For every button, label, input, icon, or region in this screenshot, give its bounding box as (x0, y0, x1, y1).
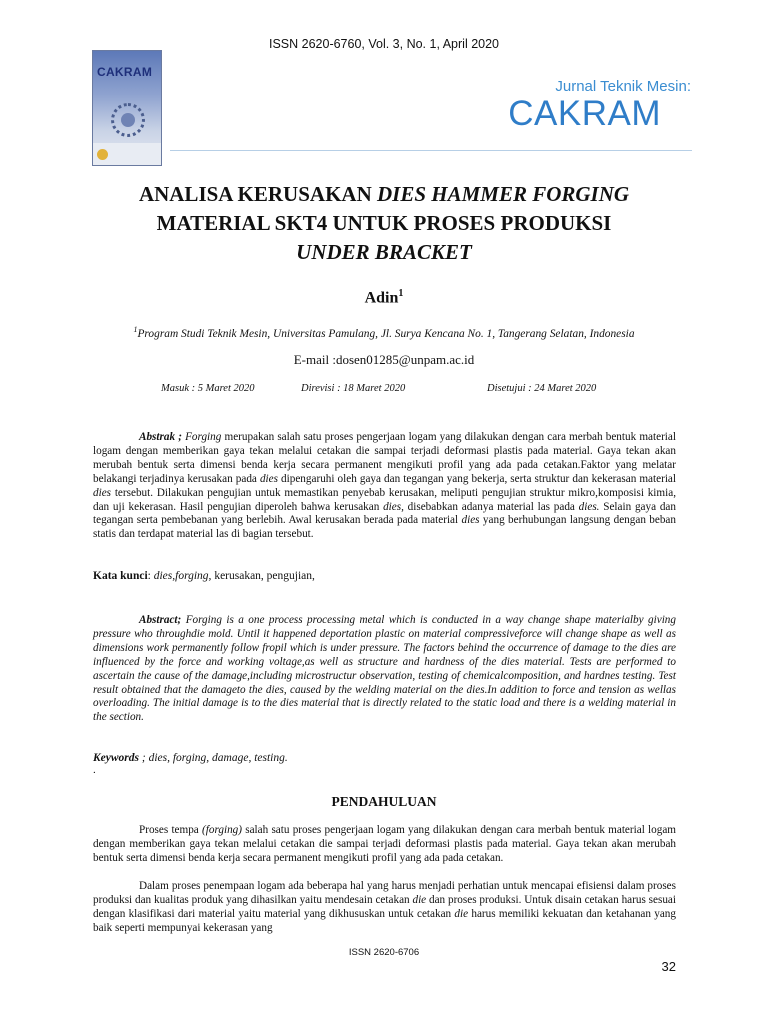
author-email: E-mail :dosen01285@unpam.ac.id (293, 352, 475, 367)
body-paragraph-1: Proses tempa (forging) salah satu proses pengerjaan logam yang dilakukan dengan cara merbah bentuk material logam dengan memberikan gaya tekan melalui cetakan die sampai terjadi deformasi plastis pada material. Gaya tekan akan merubah bentuk serta dimensi benda kerja secara permanent mengikuti profil yang ada pada cetakan. (93, 824, 676, 864)
stray-dot: . (93, 764, 96, 776)
date-received: Masuk : 5 Maret 2020 (161, 383, 255, 394)
date-accepted: Disetujui : 24 Maret 2020 (487, 383, 597, 394)
date-revised: Direvisi : 18 Maret 2020 (301, 383, 406, 394)
affiliation: $^1$Program Studi Teknik Mesin, Universitas Pamulang, Jl. Surya Kencana No. 1, Tangerang Selatan, Indonesia (133, 325, 635, 340)
abstract-english-paragraph: Abstract; Forging is a one process processing metal which is conducted in a way change shape materialby giving pressure who throughdie mold. Until it happened deportation plastic on material compressiveforce will change shape as well as dimensions work permanently follow fropil which is under pressure. The factors behind the occurrence of damage to the dies are influenced by the force and working voltage,as well as structure and hardness of the dies material. Tests are performed to ascertain the cause of the damage,including microstructur observation, testing of chemicalcomposition, and hardnes testing. Test result obtained that the damageto the dies, caused by the welding material on the dies.In addition to force and tension as wellas overloading. The initial damage is to the dies material that is directly related to the static load and there is a welding material in the section. (93, 614, 676, 724)
body-paragraph-2: Dalam proses penempaan logam ada beberapa hal yang harus menjadi perhatian untuk mencapai efisiensi dalam proses produksi dan kualitas produk yang dihasilkan yaitu mendesain cetakan die dan proses produksi. Untuk disain cetakan harus sesuai dengan klasifikasi dari material yaitu material yang dikhususkan untuk cetakan die harus memiliki kekuatan dan ketahanan yang baik seperti mempunyai kekerasan yang (93, 880, 676, 934)
journal-name: CAKRAM (508, 94, 661, 133)
journal-cover-image (92, 50, 162, 166)
header-divider (170, 150, 692, 151)
kata-kunci: Kata kunci: dies,forging, kerusakan, pengujian, (93, 570, 315, 582)
title-line-2: MATERIAL SKT4 UNTUK PROSES PRODUKSI (156, 211, 612, 235)
title-line-3: UNDER BRACKET (296, 240, 472, 264)
keywords: Keywords ; dies, forging, damage, testing. (93, 752, 288, 764)
cover-title: CAKRAM (97, 65, 153, 79)
gear-hub-icon (121, 113, 135, 127)
page-number: 32 (661, 959, 676, 974)
abstrak-paragraph: Abstrak ; Forging merupakan salah satu proses pengerjaan logam yang dilakukan dengan cara merbah bentuk material logam dengan memberikan gaya tekan melalui cetakan die sampai terjadi deformasi plastis pada material. Gaya tekan akan merubah bentuk serta dimensi benda kerja secara permanent mengikuti profil yang ada pada cetakan.Faktor yang melatar belakangi terjadinya kerusakan pada dies dipengaruhi oleh gaya dan tegangan yang bekerja, serta struktur dan kekerasan material dies tersebut. Dilakukan pengujian untuk memastikan penyebab kerusakan, meliputi pengujian struktur mikro,komposisi kimia, dan uji kekerasan. Hasil pengujian diperoleh bahwa kerusakan dies, disebabkan adanya material las pada dies. Selain gaya dan tegangan serta pembebanan yang berlebih. Awal kerusakan berada pada material dies yang berhubungan langsung dengan beban statis dan terdapat material las di bagian tersebut. (93, 431, 677, 541)
journal-prefix: Jurnal Teknik Mesin: (555, 78, 691, 95)
issn-footer: ISSN 2620-6706 (348, 947, 420, 958)
section-heading: PENDAHULUAN (331, 794, 437, 809)
paper-title (0, 180, 768, 267)
title-line-1: ANALISA KERUSAKAN DIES HAMMER FORGING (138, 182, 630, 206)
author-name: Adin$^1$ (364, 288, 404, 307)
issn-header: ISSN 2620-6760, Vol. 3, No. 1, April 2020 (268, 37, 499, 51)
university-logo-icon (97, 149, 108, 160)
